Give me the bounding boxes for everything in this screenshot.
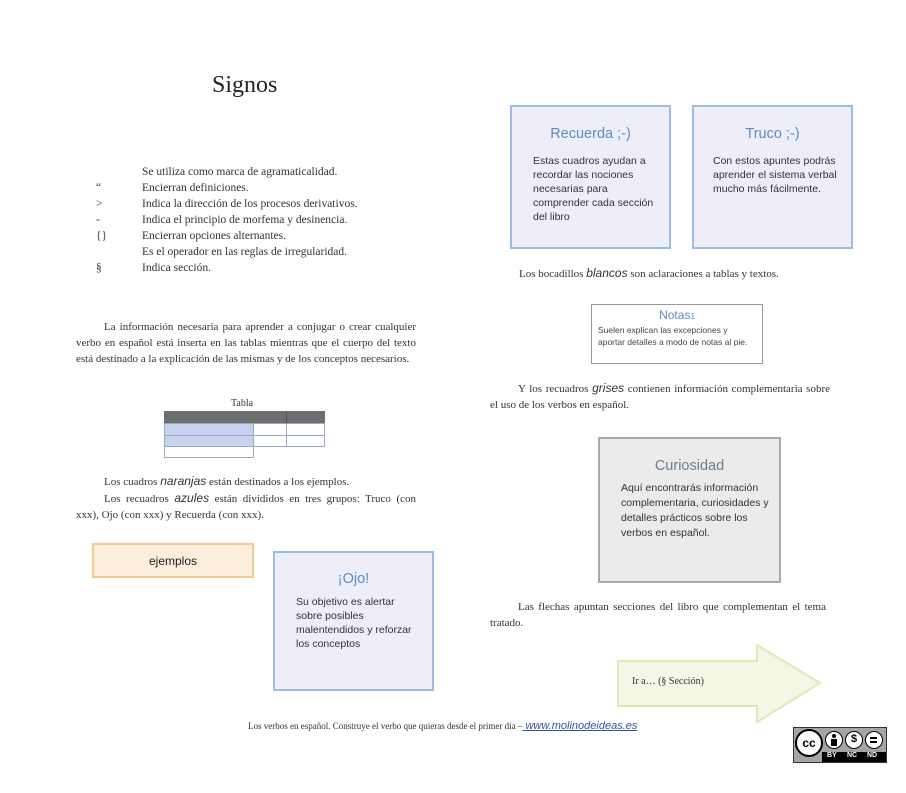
sign-row xyxy=(96,214,347,226)
sign-row xyxy=(96,246,347,258)
page-title: Signos xyxy=(212,72,278,98)
sign-symbol: {} xyxy=(96,230,108,242)
white-description: Los bocadillos blancos son aclaraciones a tablas y textos. xyxy=(519,266,779,280)
cc-by-label: BY xyxy=(827,752,837,759)
notas-box xyxy=(591,304,763,364)
sign-description: Encierran opciones alternantes. xyxy=(142,230,287,242)
nd-equal-icon xyxy=(865,731,883,749)
truco-title: Truco ;-) xyxy=(745,126,800,142)
arrow-label[interactable]: Ir a… (§ Sección) xyxy=(632,676,704,687)
orange-description: Los cuadros naranjas están destinados a los ejemplos. xyxy=(104,474,350,488)
ojo-box xyxy=(273,551,434,691)
by-person-icon xyxy=(825,731,843,749)
recuerda-title: Recuerda ;-) xyxy=(550,126,631,142)
sign-description: Indica la dirección de los procesos derivativos. xyxy=(142,198,358,210)
sign-description: Se utiliza como marca de agramaticalidad. xyxy=(142,166,338,178)
truco-box xyxy=(692,105,853,249)
ojo-title: ¡Ojo! xyxy=(337,571,370,587)
arrows-description: Las flechas apuntan secciones del libro que complementan el tema tratado. xyxy=(490,601,826,629)
cc-nc-label: NC xyxy=(847,752,858,759)
table-illustration xyxy=(164,411,326,459)
sign-description: Indica sección. xyxy=(142,262,211,274)
table-label: Tabla xyxy=(231,398,254,409)
sign-symbol: § xyxy=(96,262,102,274)
example-box xyxy=(92,543,254,578)
blue-description: Los recuadros azules están divididos en tres grupos: Truco (con xxx), Ojo (con xxx) y Recuerda (con xxx). xyxy=(76,491,416,521)
recuerda-box xyxy=(510,105,671,249)
curiosidad-title: Curiosidad xyxy=(654,458,725,474)
sign-description: Encierran definiciones. xyxy=(142,182,249,194)
curiosidad-box xyxy=(598,437,781,583)
footer-text: Los verbos en español. Construye el verbo que quieras desde el primer día – xyxy=(248,721,523,731)
sign-symbol: > xyxy=(96,198,103,210)
sign-description: Es el operador en las reglas de irregularidad. xyxy=(142,246,347,258)
footer xyxy=(248,720,637,732)
cc-icon: cc xyxy=(795,729,823,757)
footer-link[interactable]: www.molinodeideas.es xyxy=(522,720,638,732)
sign-row xyxy=(96,198,358,210)
sign-row xyxy=(96,166,337,178)
notas-body: Suelen explican las excepciones y aportar detalles a modo de notas al pie. xyxy=(598,325,748,347)
intro-paragraph: La información necesaria para aprender a conjugar o crear cualquier verbo en español está inserta en las tablas mientras que el cuerpo del texto está destinado a la explicación de las mismas y de los conceptos necesarios. xyxy=(76,321,416,365)
truco-body: Con estos apuntes podrás aprender el sistema verbal mucho más fácilmente. xyxy=(713,155,837,195)
ojo-body: Su objetivo es alertar sobre posibles malentendidos y reforzar los conceptos xyxy=(296,596,412,650)
sign-row xyxy=(96,262,211,274)
sign-symbol: - xyxy=(96,214,100,226)
nc-dollar-icon: $ xyxy=(845,731,863,749)
example-box-label: ejemplos xyxy=(148,553,198,568)
sign-description: Indica el principio de morfema y desinencia. xyxy=(142,214,348,226)
sign-row xyxy=(96,182,249,194)
notas-title: Notas1 xyxy=(659,308,695,322)
cc-nd-label: ND xyxy=(867,752,878,759)
recuerda-body: Estas cuadros ayudan a recordar las nociones necesarias para comprender cada sección del libro xyxy=(533,155,654,223)
gray-description: Y los recuadros grises contienen información complementaria sobre el uso de los verbos en español. xyxy=(490,381,830,411)
sign-row xyxy=(96,230,286,242)
cc-license-badge xyxy=(793,727,887,763)
sign-symbol: “ xyxy=(96,182,102,194)
curiosidad-body: Aquí encontrarás información complementaria, curiosidades y detalles prácticos sobre los verbos en español. xyxy=(621,482,769,539)
